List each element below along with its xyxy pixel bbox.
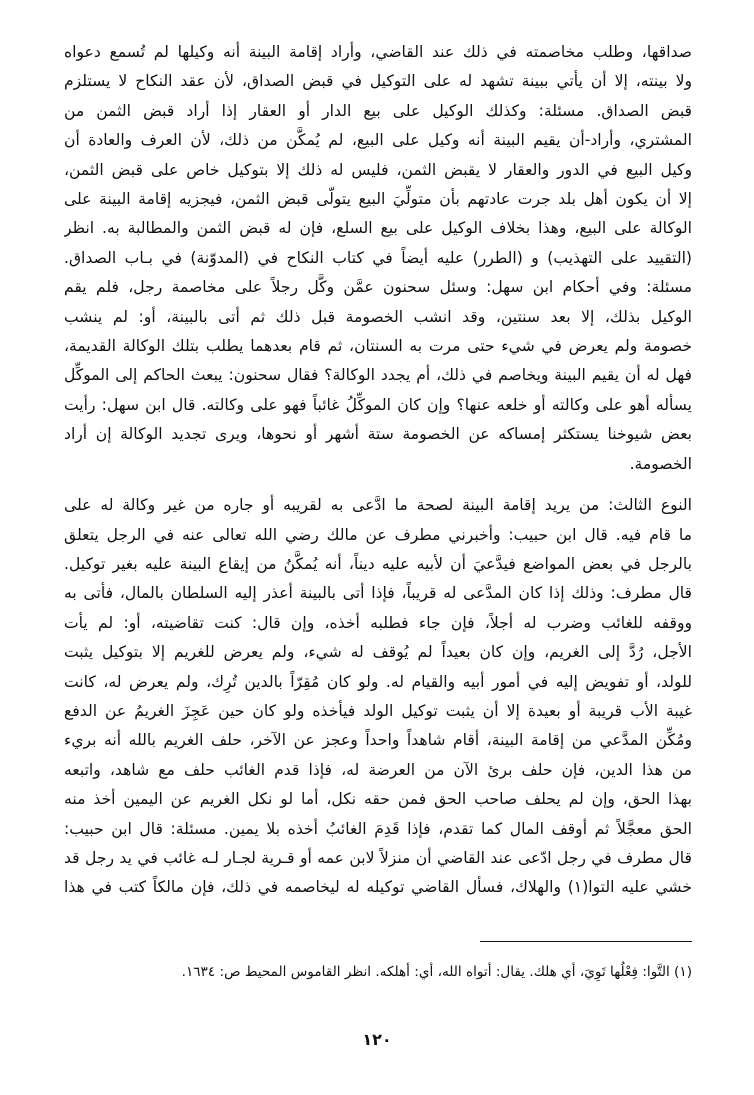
text-line: خصومة ولم يعرض في شيء حتى مرت به السنتان، ثم قام بعدهما يطلب بتلك الوكالة القديمة، — [64, 337, 692, 356]
paragraph-third-type — [64, 491, 692, 903]
page-body — [64, 38, 692, 903]
footnote-divider — [480, 941, 692, 942]
text-line: قبض الصداق. مسئلة: وكذلك الوكيل على بيع الدار أو العقار إذا أراد قبض الثمن من — [64, 101, 692, 120]
text-line: الحق معجَّلاً ثم أوقف المال كما تقدم، فإذا قَدِمَ الغائبُ أخذه بلا يمين. مسئلة: قال ابن حبيب: — [64, 819, 692, 838]
text-line: بالرجل في بعض المواضع فيدَّعيَ أن لأبيه عليه ديناً، أنه يُمكَّنُ من إيقاع البينة عليه بغير توكيل. — [64, 554, 692, 573]
text-line: خشي عليه التوا(١) والهلاك، فسأل القاضي توكيله له ليخاصمه في ذلك، فإن مالكاً كتب في هذا — [64, 878, 692, 897]
text-line: ولا بينته، إلا أن يأتي ببينة تشهد له على التوكيل في قبض الصداق، لأن عقد النكاح لا يستلزم — [64, 72, 692, 91]
text-line: المشتري، وأراد-أن يقيم البينة أنه وكيل على البيع، لم يُمكَّن من ذلك، لأن العرف والعادة أن — [64, 131, 692, 150]
page-number: ١٢٠ — [362, 1030, 392, 1049]
text-line: بهذا الحق، وإن لم يحلف صاحب الحق فمن حقه نكل، أما لو نكل الغريم عن اليمين أخذ منه — [64, 790, 692, 809]
text-line: بعض شيوخنا يستكثر إمساكه عن الخصومة ستة أشهر أو نحوها، ويرى تجديد الوكالة إن أراد — [64, 425, 692, 444]
text-line: من هذا الدين، فإن حلف برئ الآن من العرضة له، فإذا قدم الغائب حلف مع شاهد، واتبعه — [64, 760, 692, 779]
text-line: الوكالة على البيع، وهذا بخلاف الوكيل على بيع السلع، فإن له قبض الثمن والمطالبة به. انظر — [64, 219, 692, 238]
text-line: مسئلة: وفي أحكام ابن سهل: وسئل سحنون عمَّن وكَّل رجلاً على مخاصمة رجل، فلم يقم — [64, 278, 692, 297]
text-line: الأجل، رُدَّ إلى الغريم، وإن كان بعيداً لم يُوقف له شيء، ولم يعرض للغريم إلا بتوكيل يثبت — [64, 643, 692, 662]
text-line: ما قام فيه. قال ابن حبيب: وأخبرني مطرف عن مالك رضي الله تعالى عنه في الرجل يتعلق — [64, 525, 692, 544]
text-line: غيبة الأب قريبة أو بعيدة إلا أن يثبت توكيل الولد فيأخذه ولو كان حين عَجِزَ الغريمُ عن الدفع — [64, 701, 692, 720]
paragraph-gap — [64, 479, 692, 491]
text-line: النوع الثالث: من يريد إقامة البينة لصحة ما ادَّعى به لقريبه أو جاره من غير وكالة له على — [64, 496, 692, 515]
text-line: صداقها، وطلب مخاصمته في ذلك عند القاضي، وأراد إقامة البينة أنه وكيلها لم تُسمع دعواه — [64, 43, 692, 61]
paragraph-sadaq-agency — [64, 38, 692, 479]
text-line: ومُكِّن المدَّعي من إقامة البينة، أقام شاهداً واحداً وعجز عن الآخر، حلف الغريم بالله أنه بريء — [64, 731, 692, 750]
text-line: الخصومة. — [629, 454, 692, 473]
text-line: (التقييد على التهذيب) و (الطرر) عليه أيضاً في كتاب النكاح في (المدوّنة) في بـاب الصداق. — [64, 248, 692, 267]
text-line: إلا أن يكون أهل بلد جرت عادتهم بأن متولِّيَ البيع يتولّى قبض الثمن، فيجزيه إقامة البينة على — [64, 190, 692, 209]
text-line: للولد، أو تفويض إليه في أمور أبيه والقيام له. ولو كان مُقِرّاً بالدين تُرِك، ولم يعرض له، كانت — [64, 672, 692, 691]
text-line: وكيل البيع في الدور والعقار لا يقبض الثمن، فليس له ذلك إلا بتوكيل خاص على قبض الثمن، — [64, 160, 692, 179]
text-line: يسأله أهو على وكالته أو خلعه عنها؟ وإن كان الموكِّلُ غائباً فهو على وكالته. قال ابن سهل: رأيت — [64, 395, 692, 414]
text-line: ووقفه للغائب وضرب له أجلاً، فإن جاء فطلبه أخذه، وإن قال: كنت تقاضيته، أو: لم يأت — [64, 613, 692, 632]
text-line: الوكيل بذلك، إلا بعد سنتين، وقد انشب الخصومة قبل ذلك ثم أتى بالبينة، أو: لم ينشب — [64, 307, 692, 326]
footnote-text: (١) التَّوا: فِعْلُها تَوِيَ، أي هلك. يقال: أتواه الله، أي: أهلكه. انظر القاموس المحيط ص: ١٦٣٤. — [181, 964, 692, 980]
text-line: قال مطرف في رجل ادّعى عند القاضي أن منزلاً لابن عمه أو قـرية لجـار لـه غائب في يد رجل قد — [64, 848, 692, 867]
text-line: فهل له أن يقيم البينة ويخاصم في ذلك، أم يجدد الوكالة؟ فقال سحنون: يبعث الحاكم إلى الموكِّل — [64, 366, 692, 385]
footnote — [64, 960, 692, 984]
text-line: قال مطرف: وذلك إذا كان المدَّعى له قريباً، فإذا أتى بالبينة أعذر إليه السلطان بالمال، فأتى به — [64, 584, 692, 603]
